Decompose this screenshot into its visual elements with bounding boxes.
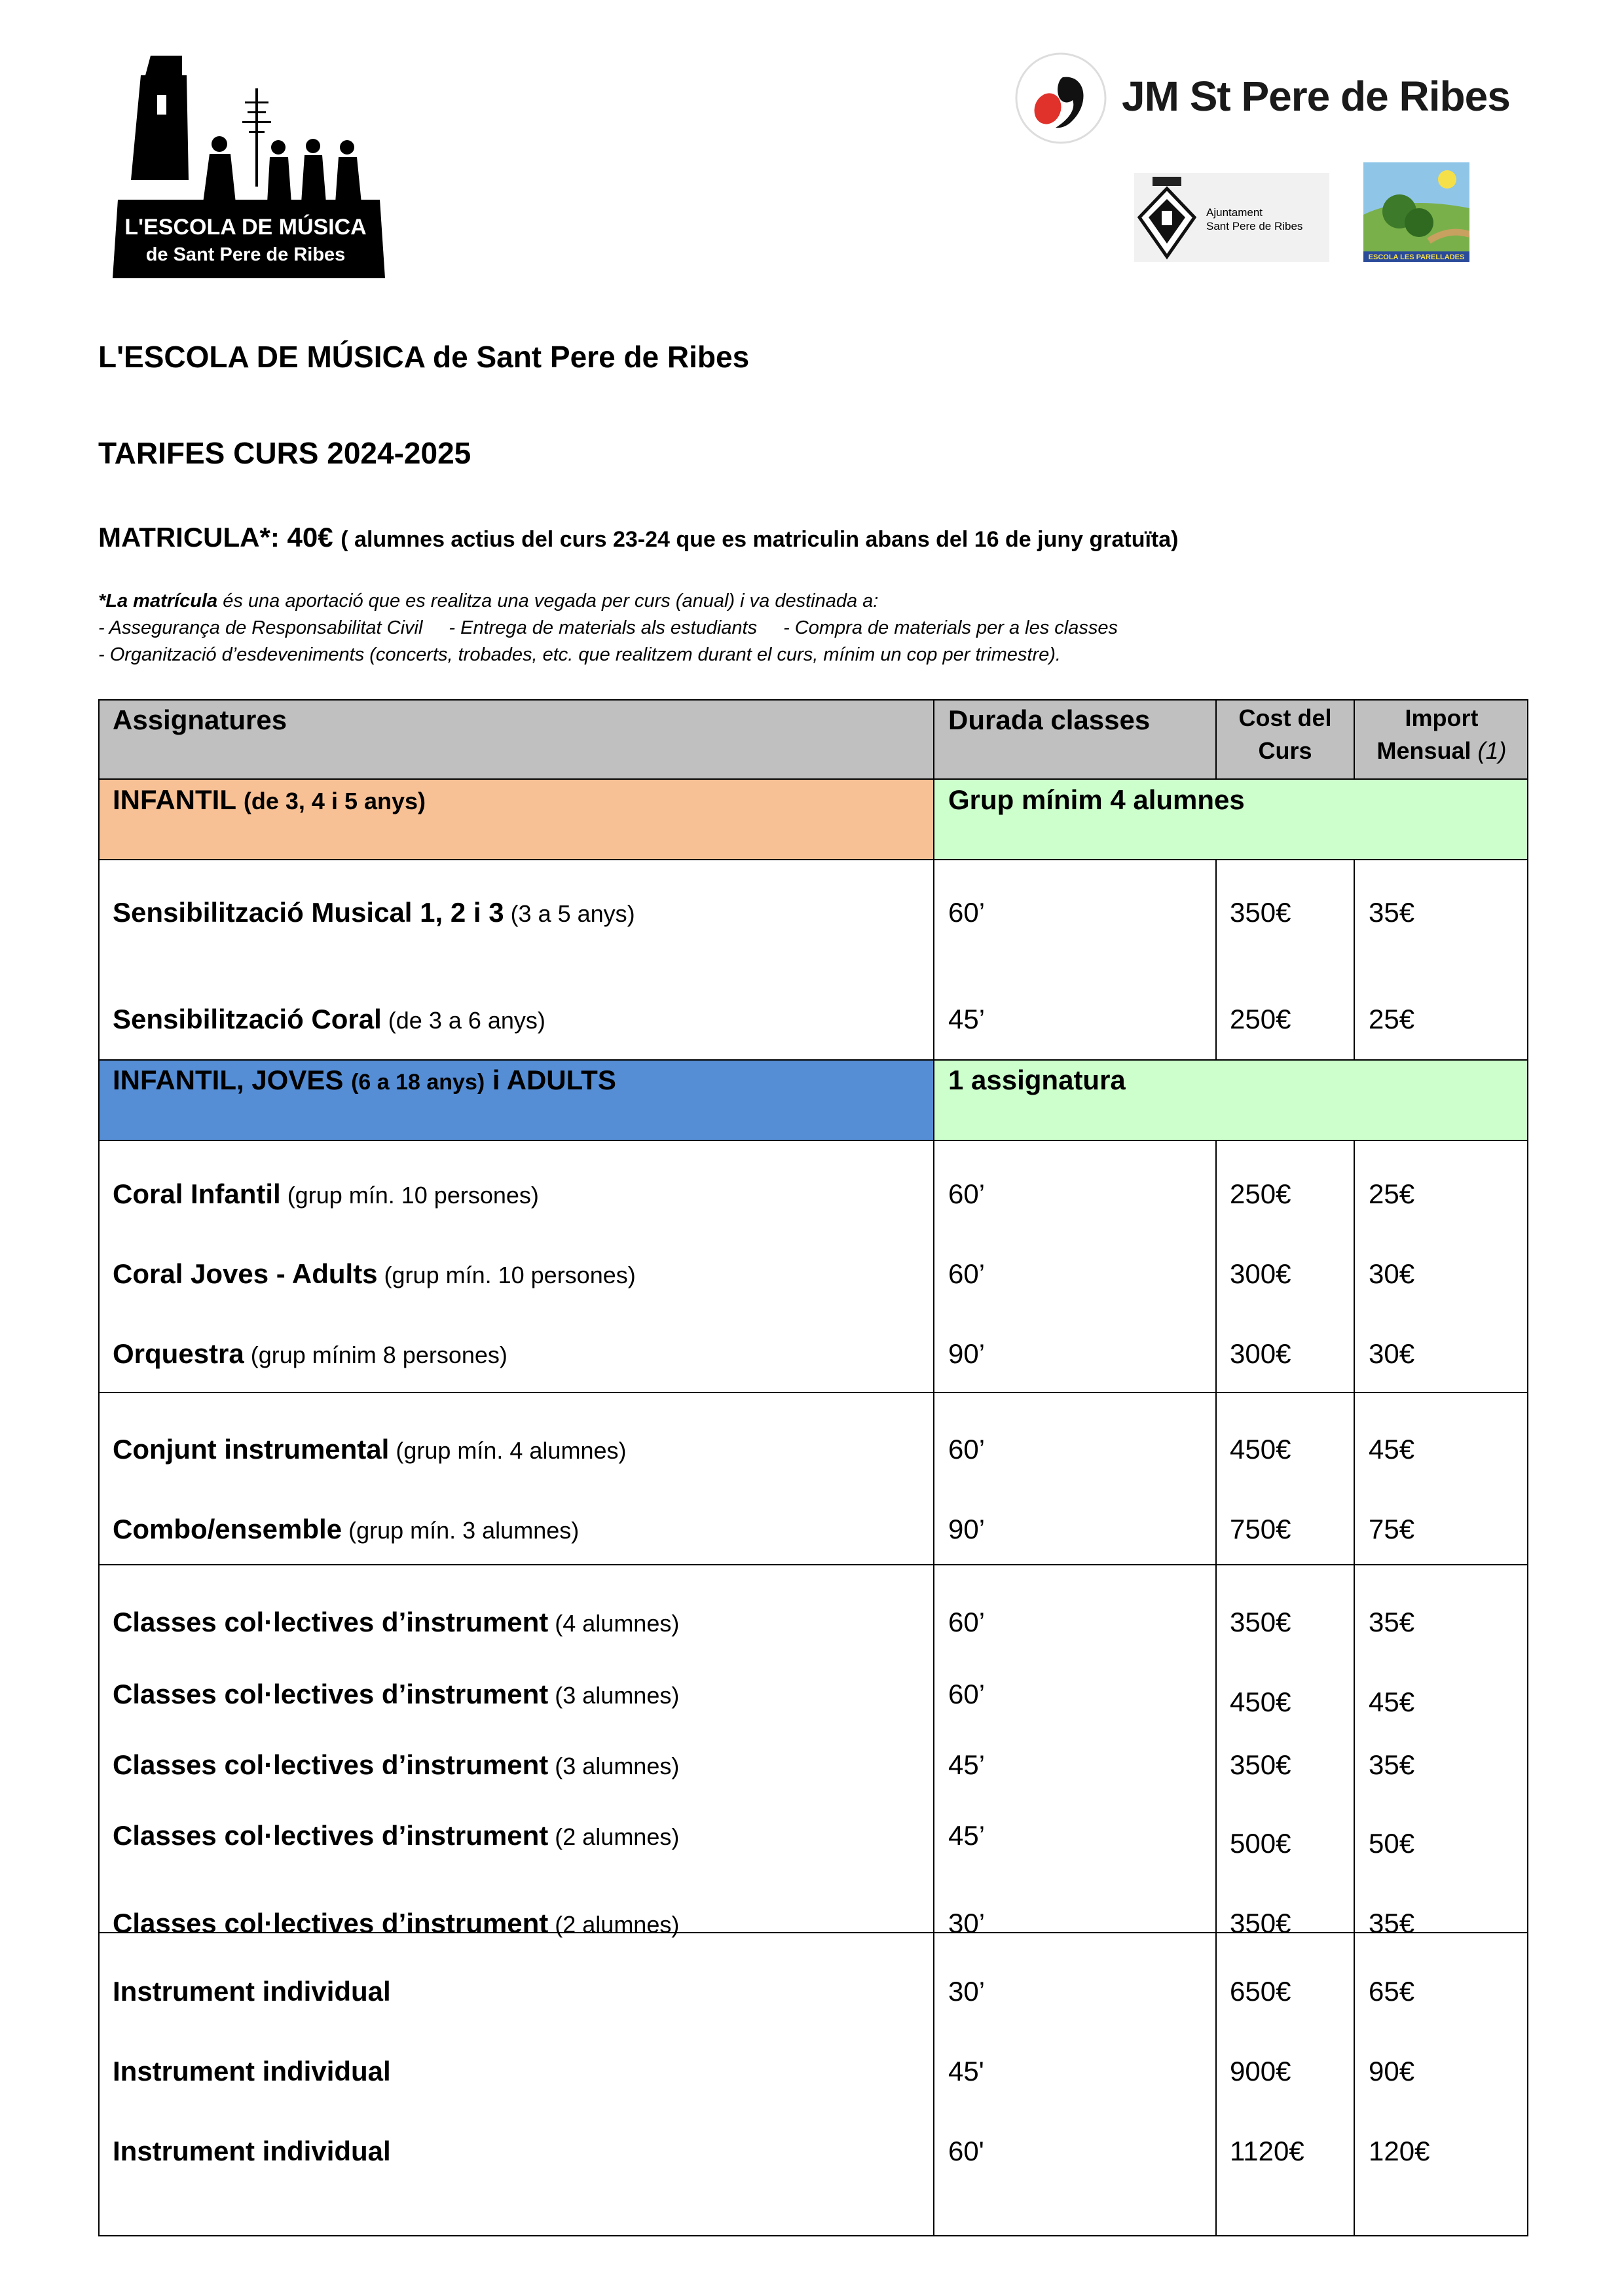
subject-detail: (3 a 5 anys) bbox=[504, 900, 635, 927]
course-cost-cell: 750€ bbox=[1230, 1514, 1291, 1544]
subject-cell bbox=[113, 1749, 679, 1781]
course-cost-cell: 500€ bbox=[1230, 1828, 1291, 1859]
header-subject: Assignatures bbox=[113, 704, 287, 735]
subject-name: Classes col·lectives d’instrument bbox=[113, 1679, 549, 1709]
subject-detail: (grup mín. 10 persones) bbox=[280, 1182, 539, 1209]
subject-cell bbox=[113, 1178, 539, 1210]
escola-parellades-logo bbox=[1363, 162, 1469, 262]
course-cost-cell: 250€ bbox=[1230, 1178, 1291, 1209]
subject-detail: (grup mínim 8 persones) bbox=[244, 1341, 507, 1368]
escola-logo-line1: L'ESCOLA DE MÚSICA bbox=[124, 215, 367, 240]
jm-logo-text: JM St Pere de Ribes bbox=[1122, 73, 1510, 120]
course-cost-cell: 900€ bbox=[1230, 2056, 1291, 2086]
ajuntament-logo bbox=[1134, 173, 1329, 262]
ajuntament-line1: Ajuntament bbox=[1206, 206, 1263, 219]
course-cost-cell: 350€ bbox=[1230, 1749, 1291, 1780]
section-all-info: 1 assignatura bbox=[948, 1065, 1126, 1095]
monthly-amount-cell: 65€ bbox=[1369, 1976, 1415, 2007]
jm-logo bbox=[1014, 51, 1510, 149]
subject-name: Instrument individual bbox=[113, 2056, 391, 2086]
subject-detail: (de 3 a 6 anys) bbox=[381, 1007, 545, 1034]
header-course-cost-line1: Cost del bbox=[1238, 704, 1332, 731]
subject-name: Classes col·lectives d’instrument bbox=[113, 1908, 549, 1939]
subject-name: Classes col·lectives d’instrument bbox=[113, 1820, 549, 1851]
monthly-amount-cell: 35€ bbox=[1369, 1607, 1415, 1637]
section-infantil-info: Grup mínim 4 alumnes bbox=[948, 784, 1245, 815]
ajuntament-shield-icon bbox=[1134, 173, 1206, 262]
subject-name: Classes col·lectives d’instrument bbox=[113, 1749, 549, 1780]
course-cost-cell: 450€ bbox=[1230, 1686, 1291, 1717]
footnote-lead: *La matrícula bbox=[98, 591, 218, 611]
header-duration: Durada classes bbox=[948, 704, 1151, 735]
monthly-amount-cell: 75€ bbox=[1369, 1514, 1415, 1544]
header-monthly-line2: Mensual bbox=[1376, 737, 1478, 764]
duration-cell: 30’ bbox=[948, 1908, 986, 1939]
enrollment-footnote bbox=[98, 588, 1118, 668]
subject-name: Orquestra bbox=[113, 1338, 244, 1369]
duration-cell: 30’ bbox=[948, 1976, 986, 2007]
subject-cell bbox=[113, 2056, 391, 2087]
enrollment-fee-label: MATRICULA*: 40€ bbox=[98, 522, 333, 553]
duration-cell: 90’ bbox=[948, 1514, 986, 1544]
course-cost-cell: 350€ bbox=[1230, 897, 1291, 928]
subject-cell bbox=[113, 1258, 636, 1290]
course-cost-cell: 300€ bbox=[1230, 1258, 1291, 1289]
subject-cell bbox=[113, 1679, 679, 1710]
tariffs-heading: TARIFES CURS 2024-2025 bbox=[98, 436, 471, 470]
duration-cell: 60’ bbox=[948, 1258, 986, 1289]
section-all-ages: (6 a 18 anys) bbox=[351, 1070, 485, 1095]
escola-de-musica-logo bbox=[105, 49, 386, 282]
duration-cell: 60’ bbox=[948, 1178, 986, 1209]
course-cost-cell: 1120€ bbox=[1230, 2136, 1304, 2166]
parellades-logo-text: ESCOLA LES PARELLADES bbox=[1368, 253, 1465, 261]
duration-cell: 60’ bbox=[948, 897, 986, 928]
subject-detail: (3 alumnes) bbox=[548, 1753, 680, 1779]
footnote-line3: - Organització d’esdeveniments (concerts, trobades, etc. que realitzem durant el curs, mínim un cop per trimestre). bbox=[98, 644, 1061, 665]
section-all-title-b: i ADULTS bbox=[485, 1065, 616, 1095]
subject-detail: (grup mín. 10 persones) bbox=[377, 1262, 636, 1288]
monthly-amount-cell: 45€ bbox=[1369, 1434, 1415, 1465]
subject-cell bbox=[113, 897, 635, 928]
subject-cell bbox=[113, 1607, 679, 1638]
subject-name: Sensibilització Musical 1, 2 i 3 bbox=[113, 897, 504, 928]
subject-cell bbox=[113, 1338, 507, 1370]
subject-detail: (2 alumnes) bbox=[548, 1911, 680, 1938]
monthly-amount-cell: 120€ bbox=[1369, 2136, 1430, 2166]
footnote-item: - Entrega de materials als estudiants bbox=[449, 617, 758, 638]
subject-cell bbox=[113, 1908, 679, 1939]
subject-cell bbox=[113, 1514, 579, 1545]
subject-detail: (grup mín. 4 alumnes) bbox=[389, 1437, 627, 1464]
header-monthly-amount bbox=[1355, 702, 1528, 767]
monthly-amount-cell: 30€ bbox=[1369, 1338, 1415, 1369]
subject-name: Coral Joves - Adults bbox=[113, 1258, 378, 1289]
course-cost-cell: 450€ bbox=[1230, 1434, 1291, 1465]
header-course-cost-line2: Curs bbox=[1258, 737, 1312, 764]
subject-cell bbox=[113, 1434, 626, 1465]
monthly-amount-cell: 45€ bbox=[1369, 1686, 1415, 1717]
subject-cell bbox=[113, 1004, 545, 1035]
subject-cell bbox=[113, 1820, 679, 1851]
enrollment-fee bbox=[98, 522, 1178, 553]
monthly-amount-cell: 50€ bbox=[1369, 1828, 1415, 1859]
section-all-label bbox=[113, 1065, 616, 1096]
monthly-amount-cell: 35€ bbox=[1369, 897, 1415, 928]
subject-detail: (grup mín. 3 alumnes) bbox=[342, 1517, 580, 1544]
course-cost-cell: 350€ bbox=[1230, 1607, 1291, 1637]
subject-cell bbox=[113, 2136, 391, 2167]
subject-name: Classes col·lectives d’instrument bbox=[113, 1607, 549, 1637]
duration-cell: 60’ bbox=[948, 1607, 986, 1637]
escola-logo-line2: de Sant Pere de Ribes bbox=[145, 244, 346, 265]
subject-name: Instrument individual bbox=[113, 1976, 391, 2007]
monthly-amount-cell: 30€ bbox=[1369, 1258, 1415, 1289]
footnote-item: - Assegurança de Responsabilitat Civil bbox=[98, 617, 423, 638]
duration-cell: 45’ bbox=[948, 1820, 986, 1851]
subject-name: Combo/ensemble bbox=[113, 1514, 342, 1544]
subject-name: Sensibilització Coral bbox=[113, 1004, 382, 1034]
section-infantil-title: INFANTIL bbox=[113, 784, 244, 815]
duration-cell: 45’ bbox=[948, 1004, 986, 1034]
subject-detail: (2 alumnes) bbox=[548, 1823, 680, 1850]
duration-cell: 45’ bbox=[948, 1749, 986, 1780]
subject-name: Instrument individual bbox=[113, 2136, 391, 2166]
course-cost-cell: 350€ bbox=[1230, 1908, 1291, 1939]
monthly-amount-cell: 35€ bbox=[1369, 1749, 1415, 1780]
ajuntament-line2: Sant Pere de Ribes bbox=[1206, 220, 1303, 232]
monthly-amount-cell: 25€ bbox=[1369, 1004, 1415, 1034]
course-cost-cell: 250€ bbox=[1230, 1004, 1291, 1034]
duration-cell: 60' bbox=[948, 2136, 984, 2166]
duration-cell: 45' bbox=[948, 2056, 984, 2086]
monthly-amount-cell: 25€ bbox=[1369, 1178, 1415, 1209]
subject-name: Coral Infantil bbox=[113, 1178, 281, 1209]
subject-detail: (4 alumnes) bbox=[548, 1610, 680, 1637]
monthly-amount-cell: 35€ bbox=[1369, 1908, 1415, 1939]
course-cost-cell: 650€ bbox=[1230, 1976, 1291, 2007]
subject-detail: (3 alumnes) bbox=[548, 1682, 680, 1709]
footnote-lead-rest: és una aportació que es realitza una vegada per curs (anual) i va destinada a: bbox=[217, 591, 879, 611]
school-title: L'ESCOLA DE MÚSICA de Sant Pere de Ribes bbox=[98, 340, 750, 374]
duration-cell: 60’ bbox=[948, 1434, 986, 1465]
section-infantil-ages: (de 3, 4 i 5 anys) bbox=[243, 788, 426, 814]
subject-name: Conjunt instrumental bbox=[113, 1434, 390, 1465]
enrollment-fee-note: ( alumnes actius del curs 23-24 que es matriculin abans del 16 de juny gratuïta) bbox=[341, 527, 1179, 552]
tariffs-table bbox=[98, 699, 1528, 2236]
course-cost-cell: 300€ bbox=[1230, 1338, 1291, 1369]
duration-cell: 90’ bbox=[948, 1338, 986, 1369]
header-monthly-line1: Import bbox=[1405, 704, 1479, 731]
section-all-title-a: INFANTIL, JOVES bbox=[113, 1065, 352, 1095]
header-monthly-note: (1) bbox=[1477, 737, 1507, 764]
duration-cell: 60’ bbox=[948, 1679, 986, 1709]
footnote-item: - Compra de materials per a les classes bbox=[783, 617, 1118, 638]
monthly-amount-cell: 90€ bbox=[1369, 2056, 1415, 2086]
jm-circle-icon bbox=[1014, 51, 1112, 149]
section-infantil-label bbox=[113, 784, 426, 816]
header-course-cost bbox=[1217, 702, 1354, 767]
subject-cell bbox=[113, 1976, 391, 2007]
